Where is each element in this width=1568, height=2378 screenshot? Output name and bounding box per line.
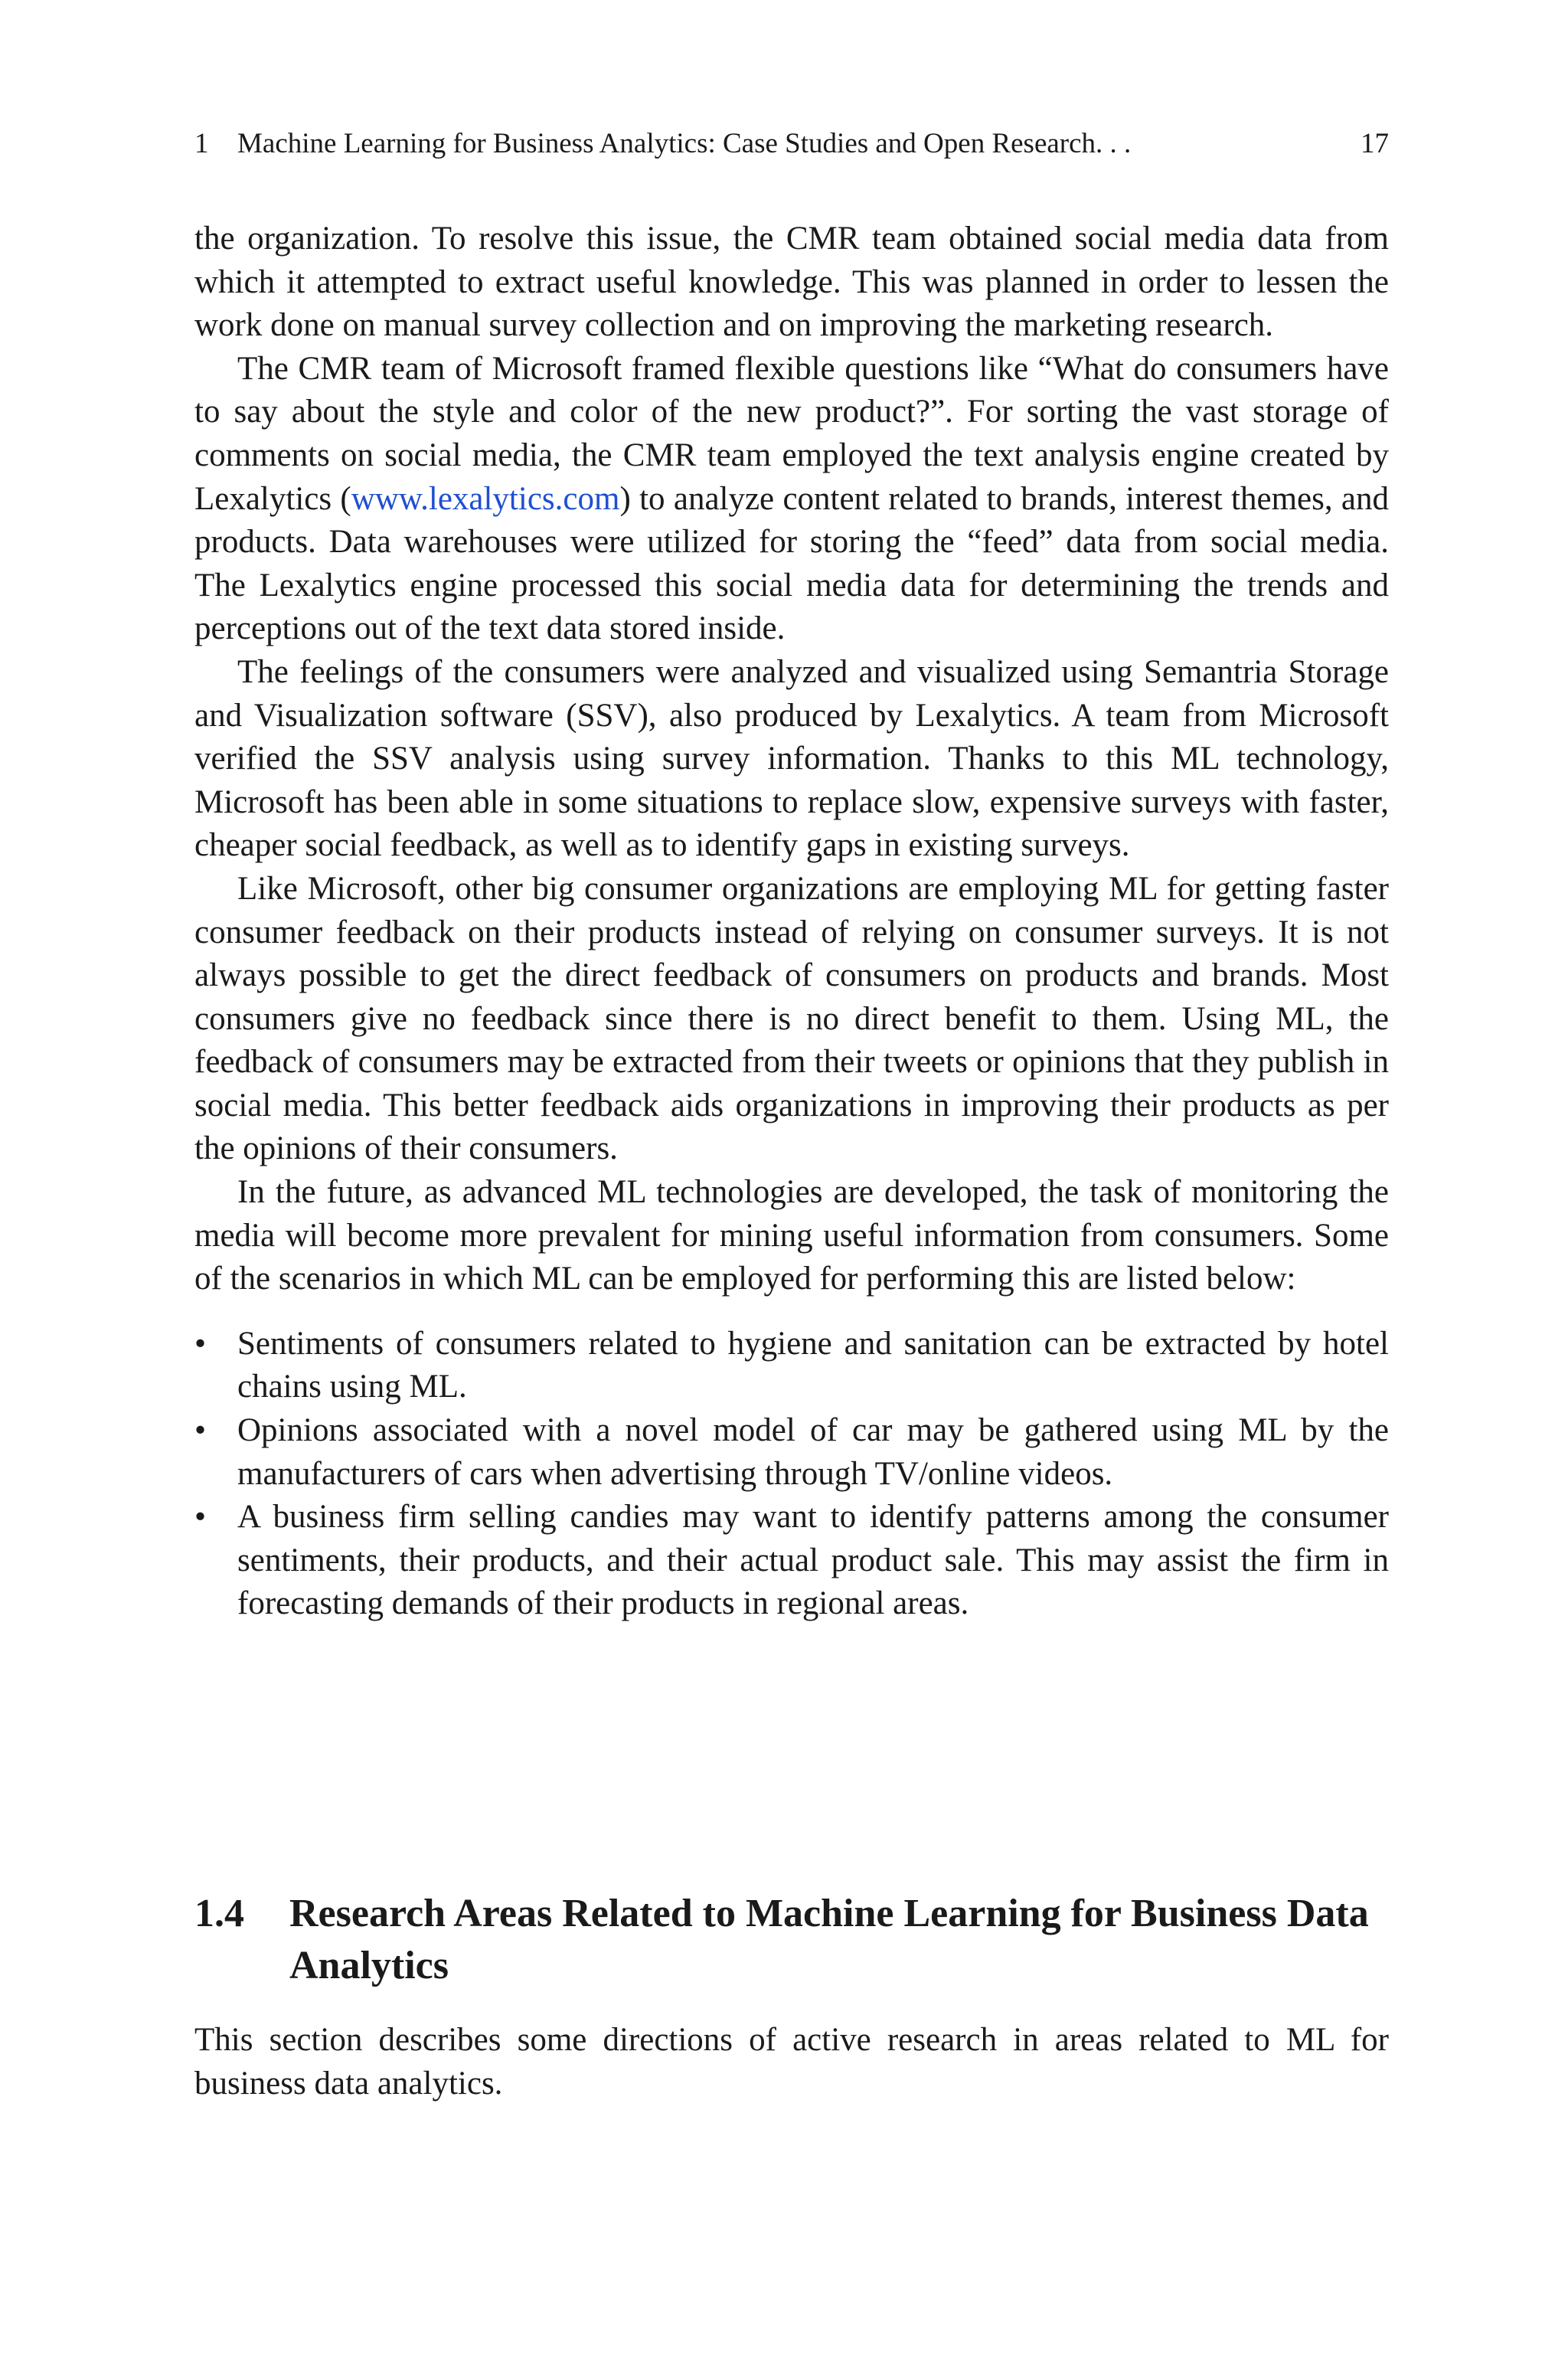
chapter-title: Machine Learning for Business Analytics: Case Studies and Open Research. . .	[237, 128, 1132, 159]
list-item-text: A business firm selling candies may want to identify patterns among the consumer sentiments, their products, and their actual product sale. This may assist the firm in forecasting demands of their products in regional areas.	[237, 1499, 1389, 1622]
bullet-icon: •	[194, 1325, 207, 1362]
section-intro: This section describes some directions of active research in areas related to ML for business data analytics.	[194, 2022, 1389, 2102]
bullet-icon: •	[194, 1499, 207, 1536]
paragraph-4: Like Microsoft, other big consumer organizations are employing ML for getting faster consumer feedback on their products instead of relying on consumer surveys. It is not always possible to get the direct feedback of consumers on products and brands. Most consumers give no feedback since there is no direct benefit to them. Using ML, the feedback of consumers may be extracted from their tweets or opinions that they publish in social media. This better feedback aids organizations in improving their products as per the opinions of their consumers.	[194, 870, 1389, 1167]
scenario-list	[194, 1323, 1389, 1626]
paragraph-3: The feelings of the consumers were analyzed and visualized using Semantria Storage and Visualization software (SSV), also produced by Lexalytics. A team from Microsoft verified the SSV analysis using survey information. Thanks to this ML technology, Microsoft has been able in some situations to replace slow, expensive surveys with faster, cheaper social feedback, as well as to identify gaps in existing surveys.	[194, 653, 1389, 864]
section-title: Research Areas Related to Machine Learning for Business Data Analytics	[289, 1892, 1369, 1988]
paragraph-2-text-end: ) to analyze content related to brands, interest themes, and products. Data warehouses were utilized for storing the “feed” data from social media. The Lexalytics engine processed this social media data for determining the trends and perceptions out of the text data stored inside.	[194, 480, 1389, 647]
lexalytics-link[interactable]: www.lexalytics.com	[351, 480, 620, 517]
paragraph-2-text-start: The CMR team of Microsoft framed flexible questions like “What do consumers have to say about the style and color of the new product?”. For sorting the vast storage of comments on social media, the CMR team employed the text analysis engine created by Lexalytics (	[194, 350, 1389, 517]
section-heading	[194, 1888, 1389, 1992]
body-text	[194, 218, 1389, 1626]
paragraph-5: In the future, as advanced ML technologies are developed, the task of monitoring the media will become more prevalent for mining useful information from consumers. Some of the scenarios in which ML can be employed for performing this are listed below:	[194, 1174, 1389, 1297]
bullet-icon: •	[194, 1412, 207, 1449]
section-number: 1.4	[194, 1892, 244, 1936]
list-item	[194, 1409, 1389, 1496]
running-head-title-group	[194, 126, 1131, 162]
paragraph-1: the organization. To resolve this issue, the CMR team obtained social media data from which it attempted to extract useful knowledge. This was planned in order to lessen the work done on manual survey collection and on improving the marketing research.	[194, 221, 1389, 344]
running-head	[194, 126, 1389, 162]
list-item	[194, 1496, 1389, 1626]
paragraph-2	[194, 348, 1389, 651]
page-number: 17	[1361, 128, 1389, 159]
chapter-number: 1	[194, 128, 209, 159]
list-item	[194, 1323, 1389, 1409]
list-item-text: Sentiments of consumers related to hygiene and sanitation can be extracted by hotel chains using ML.	[237, 1325, 1389, 1405]
list-item-text: Opinions associated with a novel model of car may be gathered using ML by the manufacturers of cars when advertising through TV/online videos.	[237, 1412, 1389, 1492]
